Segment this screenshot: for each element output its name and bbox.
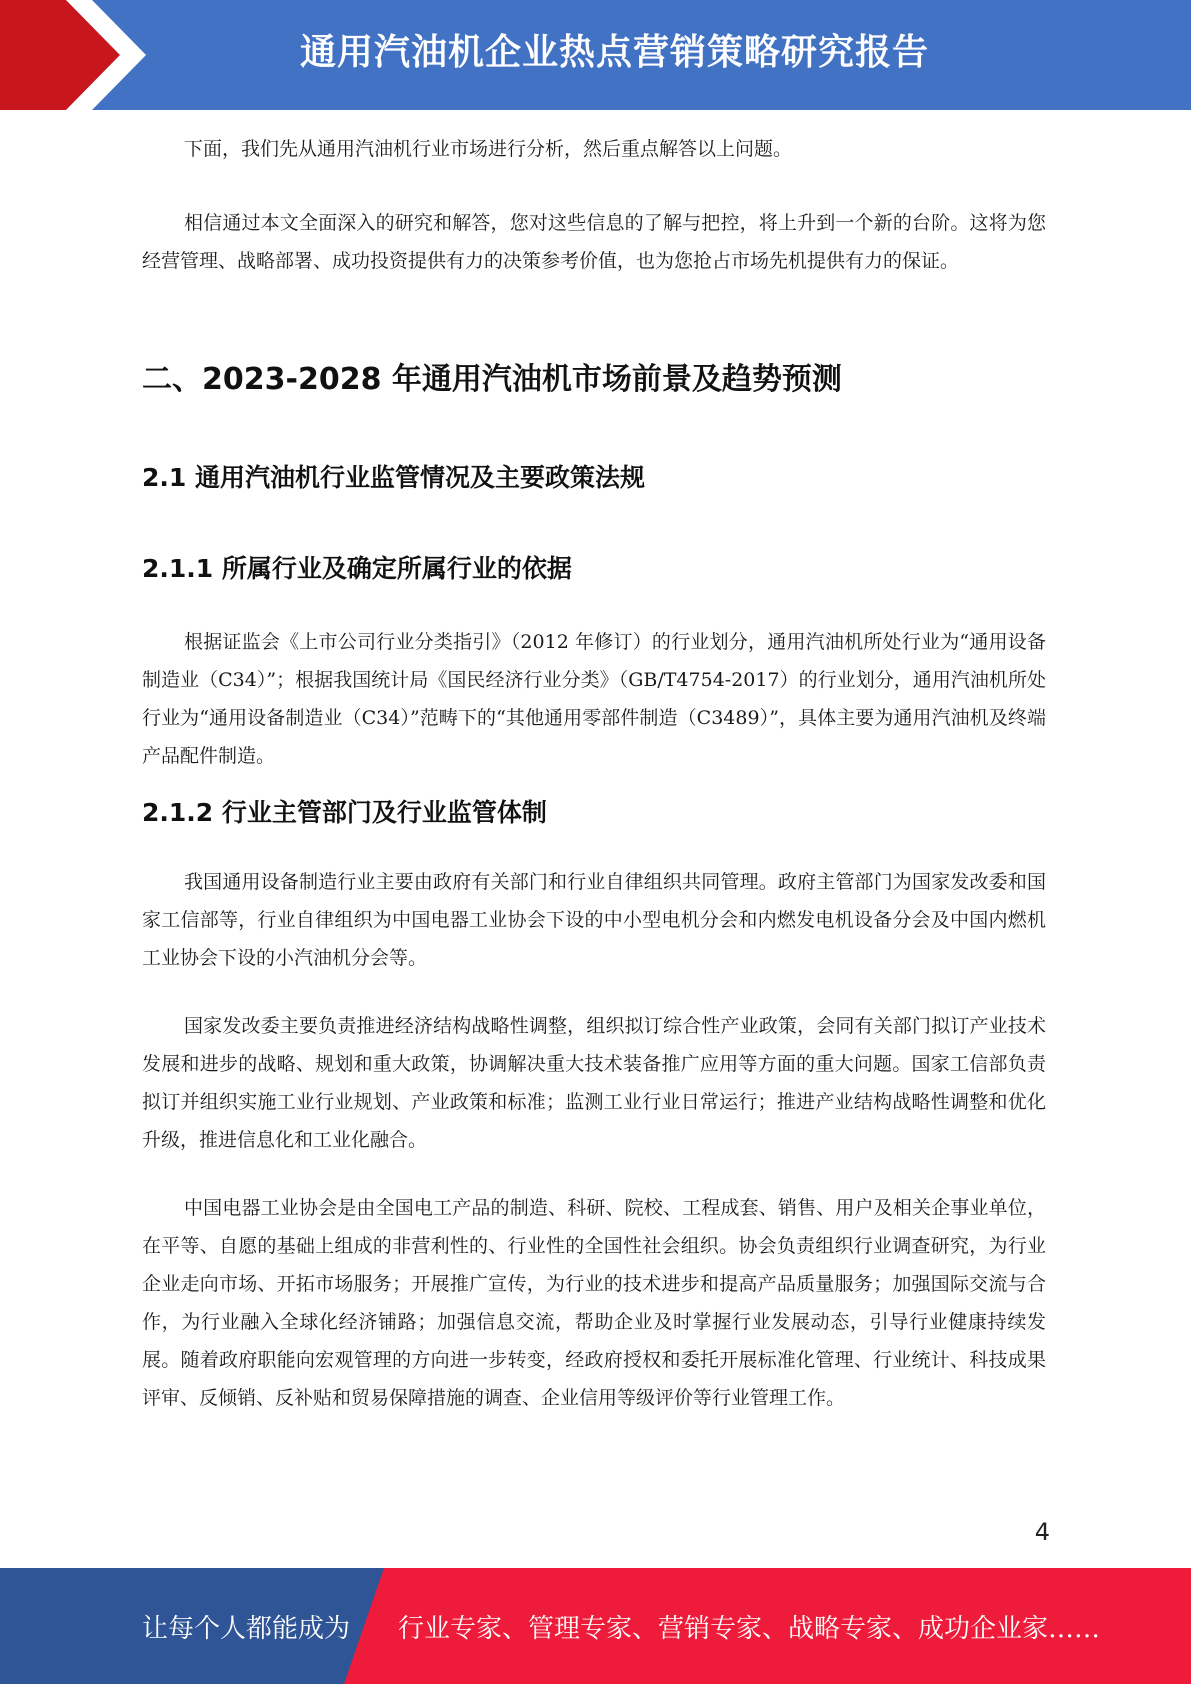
page-footer	[0, 1568, 1191, 1684]
page-header	[0, 0, 1191, 110]
page-content	[142, 130, 1046, 1417]
footer-slogan-right: 行业专家、管理专家、营销专家、战略专家、成功企业家……	[398, 1614, 1101, 1644]
intro-paragraph-1: 下面，我们先从通用汽油机行业市场进行分析，然后重点解答以上问题。	[184, 138, 793, 160]
paragraph-2-1-1: 根据证监会《上市公司行业分类指引》（2012 年修订）的行业划分，通用汽油机所处行业为“通用设备制造业（C34）”；根据我国统计局《国民经济行业分类》（GB/T4754-2017）的行业划分，通用汽油机所处行业为“通用设备制造业（C34）”范畴下的“其他通用零部件制造（C3489）”，具体主要为通用汽油机及终端产品配件制造。	[142, 631, 1046, 767]
subsection-heading-2-1-1: 2.1.1 所属行业及确定所属行业的依据	[142, 554, 572, 583]
paragraph-2-1-2-b: 国家发改委主要负责推进经济结构战略性调整，组织拟订综合性产业政策，会同有关部门拟订产业技术发展和进步的战略、规划和重大政策，协调解决重大技术装备推广应用等方面的重大问题。国家工信部负责拟订并组织实施工业行业规划、产业政策和标准；监测工业行业日常运行；推进产业结构战略性调整和优化升级，推进信息化和工业化融合。	[142, 1015, 1046, 1151]
footer-slogan-left: 让每个人都能成为	[142, 1614, 351, 1644]
section-heading-2: 二、2023-2028 年通用汽油机市场前景及趋势预测	[142, 362, 842, 397]
page-number: 4	[1034, 1518, 1050, 1546]
paragraph-2-1-2-c: 中国电器工业协会是由全国电工产品的制造、科研、院校、工程成套、销售、用户及相关企事业单位，在平等、自愿的基础上组成的非营利性的、行业性的全国性社会组织。协会负责组织行业调查研究，为行业企业走向市场、开拓市场服务；开展推广宣传，为行业的技术进步和提高产品质量服务；加强国际交流与合作，为行业融入全球化经济铺路；加强信息交流，帮助企业及时掌握行业发展动态，引导行业健康持续发展。随着政府职能向宏观管理的方向进一步转变，经政府授权和委托开展标准化管理、行业统计、科技成果评审、反倾销、反补贴和贸易保障措施的调查、企业信用等级评价等行业管理工作。	[142, 1197, 1046, 1409]
subsection-heading-2-1: 2.1 通用汽油机行业监管情况及主要政策法规	[142, 463, 645, 492]
paragraph-2-1-2-a: 我国通用设备制造行业主要由政府有关部门和行业自律组织共同管理。政府主管部门为国家发改委和国家工信部等，行业自律组织为中国电器工业协会下设的中小型电机分会和内燃发电机设备分会及中国内燃机工业协会下设的小汽油机分会等。	[142, 871, 1046, 969]
subsection-heading-2-1-2: 2.1.2 行业主管部门及行业监管体制	[142, 798, 547, 827]
report-title: 通用汽油机企业热点营销策略研究报告	[300, 32, 930, 73]
intro-paragraph-2: 相信通过本文全面深入的研究和解答，您对这些信息的了解与把控，将上升到一个新的台阶。这将为您经营管理、战略部署、成功投资提供有力的决策参考价值，也为您抢占市场先机提供有力的保证。	[142, 212, 1046, 272]
